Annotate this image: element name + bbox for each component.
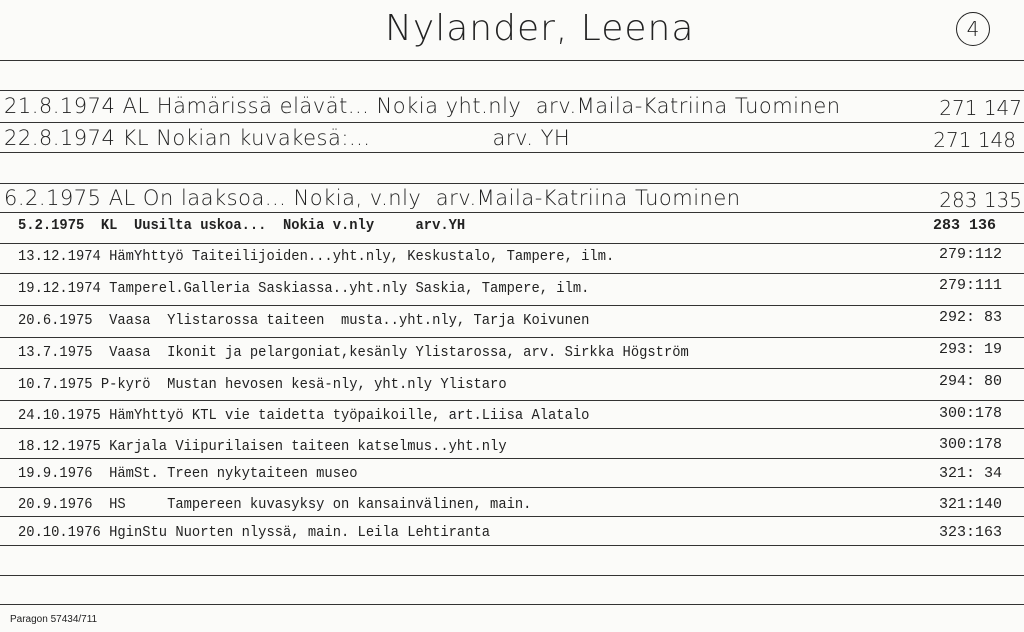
rule <box>0 305 1024 306</box>
typed-entry: 13.7.1975 Vaasa Ikonit ja pelargoniat,kesänly Ylistarossa, arv. Sirkka Högström <box>18 344 689 361</box>
typed-entry: 24.10.1975 HämYhttyö KTL vie taidetta työpaikoille, art.Liisa Alatalo <box>18 407 590 424</box>
entry-reference: 279:111 <box>938 277 1002 294</box>
entry-reference: 271 147 <box>939 96 1022 120</box>
rule <box>0 90 1024 91</box>
entry-reference: 271 148 <box>933 128 1016 152</box>
card-footer: Paragon 57434/711 <box>10 614 98 625</box>
handwritten-entry: 21.8.1974 AL Hämärissä elävät... Nokia yht.nly arv.Maila-Katriina Tuominen <box>4 94 841 118</box>
rule <box>0 368 1024 369</box>
rule <box>0 152 1024 153</box>
rule <box>0 545 1024 546</box>
entry-reference: 321:140 <box>938 496 1002 513</box>
rule <box>0 60 1024 61</box>
typed-entry: 13.12.1974 HämYhttyö Taiteilijoiden...yht.nly, Keskustalo, Tampere, ilm. <box>18 248 615 265</box>
handwritten-entry: 6.2.1975 AL On laaksoa... Nokia, v.nly arv.Maila-Katriina Tuominen <box>4 186 741 210</box>
entry-reference: 283 135 <box>939 188 1022 212</box>
card-title: Nylander, Leena <box>385 8 695 49</box>
rule <box>0 604 1024 605</box>
typed-entry: 10.7.1975 P-kyrö Mustan hevosen kesä-nly, yht.nly Ylistaro <box>18 376 507 393</box>
entry-reference: 300:178 <box>938 436 1002 453</box>
entry-reference: 283 136 <box>932 217 996 234</box>
rule <box>0 575 1024 576</box>
rule <box>0 337 1024 338</box>
entry-reference: 323:163 <box>938 524 1002 541</box>
rule <box>0 122 1024 123</box>
entry-reference: 279:112 <box>938 246 1002 263</box>
rule <box>0 516 1024 517</box>
typed-entry: 5.2.1975 KL Uusilta uskoa... Nokia v.nly arv.YH <box>18 217 466 234</box>
rule <box>0 273 1024 274</box>
entry-reference: 294: 80 <box>938 373 1002 390</box>
rule <box>0 400 1024 401</box>
entry-reference: 292: 83 <box>938 309 1002 326</box>
handwritten-entry: 22.8.1974 KL Nokian kuvakesä:... arv. YH <box>4 126 571 150</box>
rule <box>0 487 1024 488</box>
rule <box>0 183 1024 184</box>
rule <box>0 212 1024 213</box>
typed-entry: 20.9.1976 HS Tampereen kuvasyksy on kansainvälinen, main. <box>18 496 532 513</box>
card-number: 4 <box>956 12 990 46</box>
typed-entry: 18.12.1975 Karjala Viipurilaisen taiteen katselmus..yht.nly <box>18 438 507 455</box>
entry-reference: 321: 34 <box>938 465 1002 482</box>
rule <box>0 428 1024 429</box>
typed-entry: 19.9.1976 HämSt. Treen nykytaiteen museo <box>18 465 358 482</box>
typed-entry: 20.6.1975 Vaasa Ylistarossa taiteen musta..yht.nly, Tarja Koivunen <box>18 312 590 329</box>
typed-entry: 20.10.1976 HginStu Nuorten nlyssä, main. Leila Lehtiranta <box>18 524 491 541</box>
entry-reference: 300:178 <box>938 405 1002 422</box>
typed-entry: 19.12.1974 Tamperel.Galleria Saskiassa..yht.nly Saskia, Tampere, ilm. <box>18 280 590 297</box>
rule <box>0 458 1024 459</box>
rule <box>0 243 1024 244</box>
entry-reference: 293: 19 <box>938 341 1002 358</box>
